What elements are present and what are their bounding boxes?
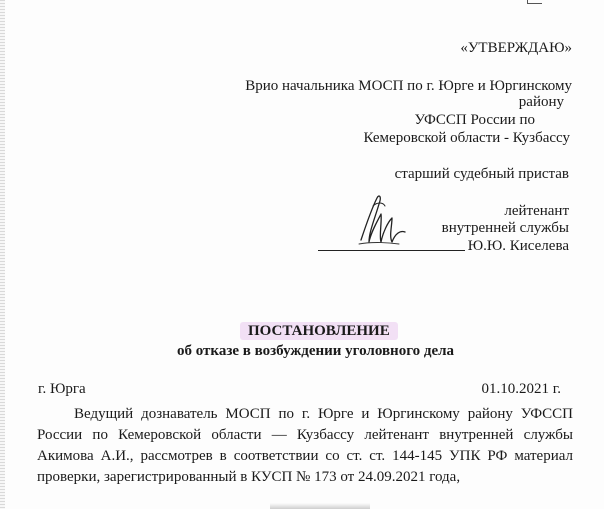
approval-signer: Ю.Ю. Киселева <box>467 238 569 254</box>
body-line: Ведущий дознаватель МОСП по г. Юрге и Юргинскому району УФССП <box>74 406 573 422</box>
approval-stamp: «УТВЕРЖДАЮ» <box>460 40 572 56</box>
document-city: г. Юрга <box>38 381 86 397</box>
approval-line-3: УФССП России по <box>414 112 535 128</box>
signature-icon <box>355 192 415 250</box>
scan-artifact <box>527 0 542 4</box>
body-line: Акимова А.И., рассмотрев в соответствии со ст. ст. 144-145 УПК РФ материал <box>37 448 573 464</box>
document-title: ПОСТАНОВЛЕНИЕ <box>248 323 390 339</box>
body-line: проверки, зарегистрированный в КУСП № 173 от 24.09.2021 года, <box>37 469 461 485</box>
approval-line-4: Кемеровской области - Кузбассу <box>363 130 570 146</box>
approval-rank-1: лейтенант <box>504 203 569 219</box>
scan-edge <box>0 0 5 509</box>
body-line: России по Кемеровской области — Кузбассу лейтенант внутренней службы <box>37 427 573 443</box>
approval-rank-2: внутренней службы <box>441 220 569 236</box>
document-subtitle: об отказе в возбуждении уголовного дела <box>177 343 455 359</box>
body-paragraph <box>37 404 573 488</box>
approval-line-2: району <box>518 94 564 110</box>
approval-position: старший судебный пристав <box>394 166 569 182</box>
signature-line <box>318 250 465 251</box>
document-date: 01.10.2021 г. <box>481 381 561 397</box>
approval-line-1: Врио начальника МОСП по г. Юрге и Юргинскому <box>245 78 572 94</box>
cut-off-text <box>270 503 370 509</box>
